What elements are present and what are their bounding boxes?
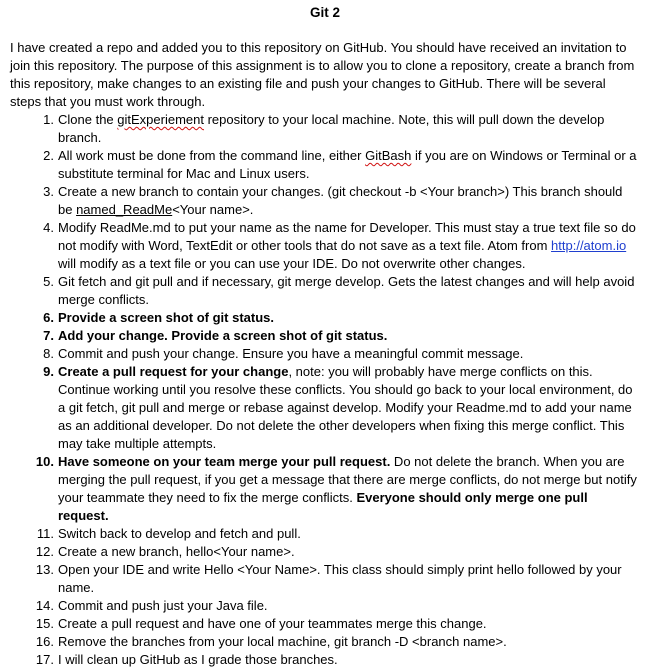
step-number: 1.: [43, 112, 54, 127]
list-item: 9. Create a pull request for your change, note: you will probably have merge conflicts on this. Continue working until you resolve these conflicts. You should go back to your local environment, do a git fetch, git pull and merge or rebase against develop. Modify your Readme.md to add your name as an additional developer. Do not delete the other developers when fixing this merge conflict. This may take multiple attempts.: [10, 363, 640, 453]
list-item: 13. Open your IDE and write Hello <Your Name>. This class should simply print hello followed by your name.: [10, 561, 640, 597]
list-item: 14. Commit and push just your Java file.: [10, 597, 640, 615]
list-item: 1. Clone the gitExperiement repository to your local machine. Note, this will pull down the develop branch.: [10, 111, 640, 147]
step-number: 13.: [35, 562, 54, 577]
list-item: 16. Remove the branches from your local machine, git branch -D <branch name>.: [10, 633, 640, 651]
document-title: Git 2: [309, 5, 340, 20]
document-page: [10, 0, 640, 669]
step-number: 10.: [35, 454, 54, 469]
step-number: 6.: [43, 310, 54, 325]
step-number: 5.: [43, 274, 54, 289]
underlined-word: named_ReadMe: [76, 202, 173, 217]
step-number: 3.: [43, 184, 54, 199]
step-number: 11.: [36, 526, 54, 541]
list-item: 12. Create a new branch, hello<Your name>.: [10, 543, 640, 561]
step-number: 16.: [35, 634, 54, 649]
list-item: 3. Create a new branch to contain your changes. (git checkout -b <Your branch>) This branch should be named_ReadMe<Your name>.: [10, 183, 640, 219]
step-number: 8.: [43, 346, 54, 361]
step-number: 2.: [43, 148, 54, 163]
step-number: 14.: [35, 598, 54, 613]
list-item: 17. I will clean up GitHub as I grade those branches.: [10, 651, 640, 669]
list-item: 4. Modify ReadMe.md to put your name as the name for Developer. This must stay a true text file so do not modify with Word, TextEdit or other tools that do not save as a text file. Atom from http://atom.io will modify as a text file or you can use your IDE. Do not overwrite other changes.: [10, 219, 640, 273]
list-item: 11. Switch back to develop and fetch and pull.: [10, 525, 640, 543]
steps-list: [10, 111, 640, 669]
intro-paragraph: I have created a repo and added you to this repository on GitHub. You should have received an invitation to join this repository. The purpose of this assignment is to allow you to clone a repository, create a branch from this repository, make changes to an existing file and push your changes to GitHub. There will be several steps that you must work through.: [10, 40, 635, 109]
list-item: 2. All work must be done from the command line, either GitBash if you are on Windows or Terminal or a substitute terminal for Mac and Linux users.: [10, 147, 640, 183]
spellcheck-word: gitExperiement: [117, 112, 204, 127]
list-item: 8. Commit and push your change. Ensure you have a meaningful commit message.: [10, 345, 640, 363]
step-number: 9.: [43, 364, 54, 379]
list-item: 10. Have someone on your team merge your pull request. Do not delete the branch. When you are merging the pull request, if you get a message that there are merge conflicts, do not merge but notify your teammate they need to fix the merge conflicts. Everyone should only merge one pull request.: [10, 453, 640, 525]
step-number: 15.: [35, 616, 54, 631]
step-number: 12.: [35, 544, 54, 559]
spellcheck-word: GitBash: [365, 148, 412, 163]
list-item: 6. Provide a screen shot of git status.: [10, 309, 640, 327]
atom-link[interactable]: http://atom.io: [551, 238, 627, 253]
list-item: 15. Create a pull request and have one of your teammates merge this change.: [10, 615, 640, 633]
step-number: 4.: [43, 220, 54, 235]
list-item: 5. Git fetch and git pull and if necessary, git merge develop. Gets the latest changes and will help avoid merge conflicts.: [10, 273, 640, 309]
list-item: 7. Add your change. Provide a screen shot of git status.: [10, 327, 640, 345]
step-number: 17.: [35, 652, 54, 667]
step-number: 7.: [43, 328, 54, 343]
